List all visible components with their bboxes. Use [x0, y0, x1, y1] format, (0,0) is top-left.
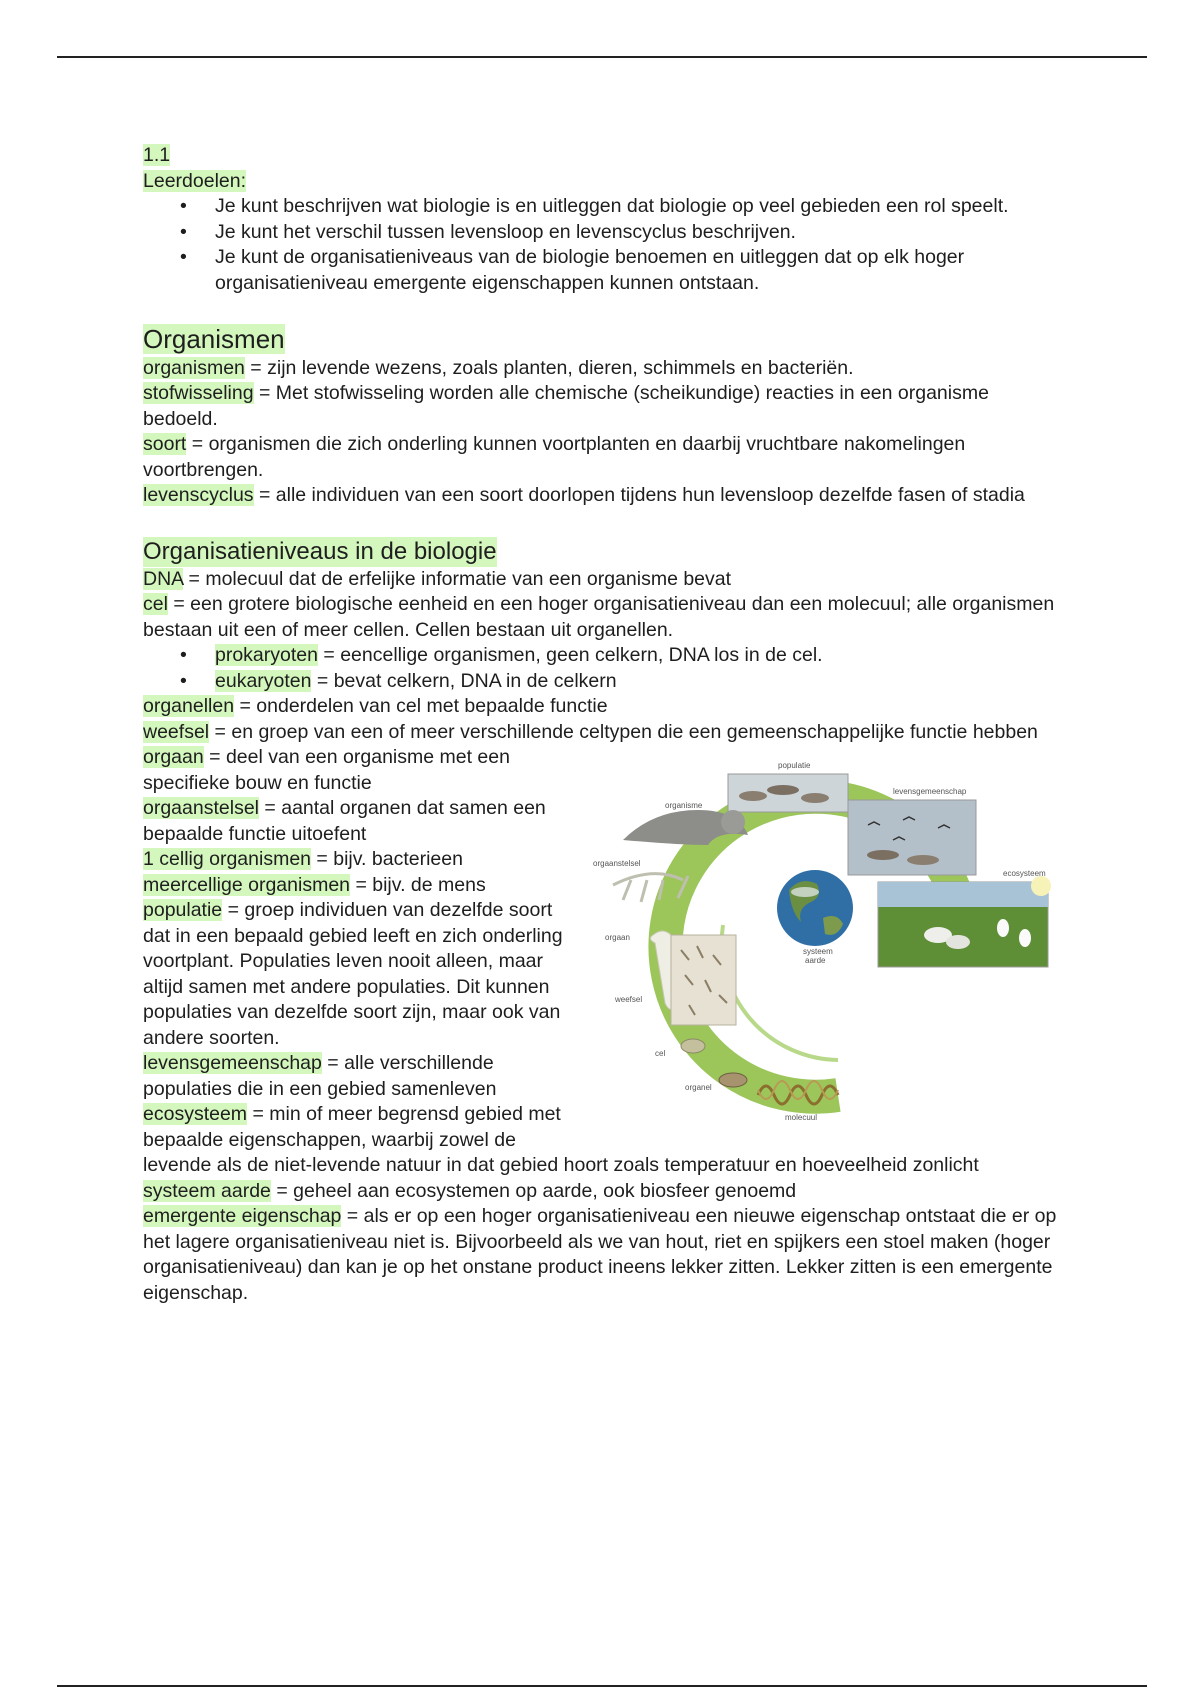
term: organellen [143, 695, 235, 717]
definition-text: = een grotere biologische eenheid en een hoger organisatieniveau dan een molecuul; alle organismen bestaan uit een of meer cellen. Cellen bestaan uit organellen. [143, 593, 1055, 641]
term: DNA [143, 567, 184, 590]
term: soort [143, 433, 187, 455]
figure-label: molecuul [785, 1113, 818, 1122]
figure-label: cel [655, 1049, 666, 1058]
definition-text: = groep individuen van dezelfde soort dat in een bepaald gebied leeft en zich onderling voortplant. Populaties leven nooit alleen, maar altijd samen met andere populaties. Dit kunnen populaties van dezelfde soort zijn, maar ook van andere soorten. [143, 899, 563, 1049]
goals-label: Leerdoelen: [143, 169, 247, 192]
section-number: 1.1 [143, 144, 171, 166]
cell-type-item [215, 669, 1063, 695]
definition-text: = molecuul dat de erfelijke informatie van een organisme bevat [183, 567, 732, 590]
definition-text: = geheel aan ecosystemen op aarde, ook biosfeer genoemd [270, 1179, 797, 1202]
figure-label: ecosysteem [1003, 869, 1046, 878]
definition [143, 356, 1063, 382]
term: 1 cellig organismen [143, 848, 312, 870]
term: orgaan [143, 746, 204, 768]
figure-label: populatie [778, 761, 811, 770]
definition [143, 567, 1063, 593]
term: orgaanstelsel [143, 797, 259, 819]
definition-text: = eencellige organismen, geen celkern, DNA los in de cel. [317, 644, 823, 666]
figure-label: orgaan [605, 933, 630, 942]
definition [143, 381, 1063, 432]
heading-organismen: Organismen [143, 324, 285, 354]
term: cel [143, 593, 168, 615]
weefsel-image [671, 935, 736, 1025]
definition-text: = min of meer begrensd gebied met bepaalde eigenschappen, waarbij zowel de levende als de niet-levende natuur in dat gebied hoort zoals temperatuur en hoeveelheid zonlicht [143, 1103, 979, 1176]
definition-text: = en groep van een of meer verschillende celtypen die een gemeenschappelijke functie hebben [209, 720, 1038, 743]
bottom-rule [57, 1685, 1147, 1687]
term: meercellige organismen [143, 873, 351, 896]
term: levenscyclus [143, 484, 254, 506]
levensgemeenschap-image [848, 800, 976, 875]
term: ecosysteem [143, 1103, 248, 1125]
term: levensgemeenschap [143, 1052, 322, 1074]
organel-image [719, 1073, 747, 1087]
figure-label: weefsel [615, 995, 643, 1004]
definition [143, 1179, 1063, 1205]
definition-text: = deel van een organisme met een specifieke bouw en functie [143, 746, 510, 794]
section-header [143, 143, 1063, 194]
cell-types-list [143, 643, 1063, 694]
top-rule [57, 56, 1147, 58]
figure-label: organisme [665, 801, 703, 810]
term: prokaryoten [215, 644, 318, 666]
goal-item: • Je kunt beschrijven wat biologie is en uitleggen dat biologie op veel gebieden een rol speelt. [215, 194, 1063, 220]
term: organismen [143, 356, 245, 379]
definition [143, 694, 1063, 720]
definition [143, 720, 1063, 746]
goal-item: • Je kunt de organisatieniveaus van de biologie benoemen en uitleggen dat op elk hoger organisatieniveau emergente eigenschappen kunnen ontstaan. [215, 245, 1063, 296]
definition-text: = zijn levende wezens, zoals planten, dieren, schimmels en bacteriën. [244, 356, 854, 379]
definition-text: = bevat celkern, DNA in de celkern [311, 669, 617, 692]
definition-text: = Met stofwisseling worden alle chemische (scheikundige) reacties in een organisme bedoeld. [143, 382, 989, 430]
definition [143, 432, 1063, 483]
definition [143, 1204, 1063, 1306]
earth-icon [777, 870, 853, 946]
term: weefsel [143, 720, 210, 743]
goal-item: • Je kunt het verschil tussen levensloop en levenscyclus beschrijven. [215, 220, 1063, 246]
definition-text: = organismen die zich onderling kunnen voortplanten en daarbij vruchtbare nakomelingen voortbrengen. [143, 433, 966, 481]
document-body [143, 143, 1063, 1306]
definition-text: = alle verschillende populaties die in een gebied samenleven [143, 1052, 497, 1100]
definition-text: = bijv. bacterieen [311, 848, 463, 870]
figure-label: orgaanstelsel [593, 859, 641, 868]
figure-label: levensgemeenschap [893, 787, 967, 796]
definition [143, 483, 1063, 509]
organisation-levels-figure [593, 750, 1063, 1135]
definition-text: = onderdelen van cel met bepaalde functie [234, 695, 608, 717]
cel-image [681, 1039, 705, 1053]
heading-organisatieniveaus: Organisatieniveaus in de biologie [143, 537, 497, 565]
term: stofwisseling [143, 382, 254, 404]
definition-text: = alle individuen van een soort doorlopen tijdens hun levensloop dezelfde fasen of stadia [253, 484, 1025, 506]
definition-text: = aantal organen dat samen een bepaalde functie uitoefent [143, 797, 546, 845]
figure-label: organel [685, 1083, 712, 1092]
term: emergente eigenschap [143, 1205, 342, 1227]
term: systeem aarde [143, 1179, 271, 1202]
figure-label: systeem [803, 947, 833, 956]
cell-type-item [215, 643, 1063, 669]
organisation-levels-illustration [593, 750, 1063, 1135]
term: populatie [143, 899, 223, 921]
definition-text: = als er op een hoger organisatieniveau een nieuwe eigenschap ontstaat die er op het lagere organisatieniveau niet is. Bijvoorbeeld als we van hout, riet en spijkers een stoel maken (hoger organisatieniveau) dan kan je op het onstane product ineens lekker zitten. Lekker zitten is een emergente eigenschap. [143, 1205, 1057, 1304]
definition [143, 592, 1063, 643]
figure-label: aarde [805, 956, 826, 965]
definition-text: = bijv. de mens [350, 873, 486, 896]
goals-list [143, 194, 1063, 296]
term: eukaryoten [215, 669, 312, 692]
